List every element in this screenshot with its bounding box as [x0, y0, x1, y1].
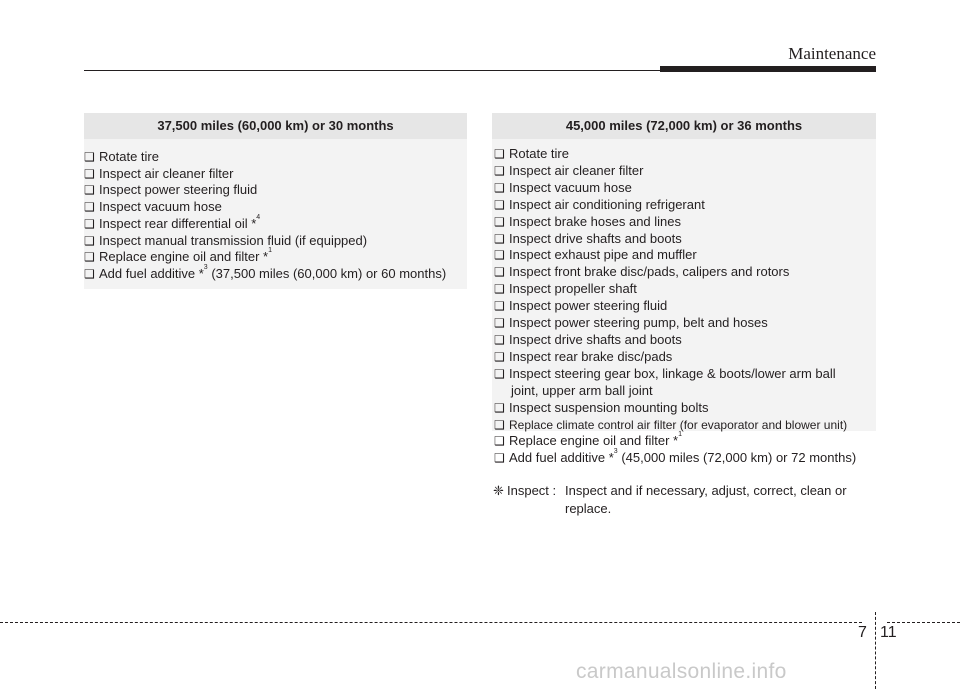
checklist-item — [493, 400, 876, 417]
checklist-item — [493, 315, 876, 332]
checklist-item — [493, 281, 876, 298]
checklist-item — [493, 450, 876, 467]
checklist-item — [493, 366, 876, 383]
checklist-item — [493, 433, 876, 450]
checklist-item — [493, 417, 876, 434]
item-text: Inspect steering gear box, linkage & boots/lower arm ball — [509, 365, 836, 381]
panel-title: 37,500 miles (60,000 km) or 30 months — [84, 113, 467, 139]
item-text: Inspect brake hoses and lines — [509, 213, 681, 229]
checklist-item — [83, 149, 467, 166]
checkbox-icon: ❑ — [494, 214, 505, 229]
checklist-item — [83, 182, 467, 199]
schedule-panel-45000 — [492, 113, 876, 466]
item-text: Inspect power steering fluid — [99, 182, 258, 198]
item-text: Inspect power steering pump, belt and hoses — [509, 315, 768, 331]
checkbox-icon: ❑ — [494, 180, 505, 195]
item-text: Inspect drive shafts and boots — [509, 331, 682, 347]
checkbox-icon: ❑ — [494, 349, 505, 364]
item-text: Replace engine oil and filter * — [509, 433, 679, 449]
checkbox-icon: ❑ — [494, 147, 505, 161]
page-section-title: Maintenance — [788, 44, 876, 63]
item-interval: (45,000 miles (72,000 km) or 72 months) — [621, 450, 857, 466]
checkbox-icon: ❑ — [494, 366, 505, 381]
checklist-item — [83, 199, 467, 216]
checklist-item — [493, 163, 876, 180]
footnote-ref: 1 — [268, 247, 273, 255]
item-text: Add fuel additive * — [509, 450, 614, 466]
footer-rule — [887, 622, 960, 623]
checklist-item — [493, 332, 876, 349]
item-text: Inspect rear differential oil * — [99, 215, 257, 231]
checkbox-icon: ❑ — [494, 451, 505, 466]
checklist-item — [493, 231, 876, 248]
footnote-ref: 4 — [256, 213, 261, 221]
checkbox-icon: ❑ — [84, 216, 95, 231]
checkbox-icon: ❑ — [84, 183, 95, 198]
checkbox-icon: ❑ — [494, 197, 505, 212]
checklist-item — [83, 263, 467, 283]
page-number: 11 — [880, 624, 897, 641]
checklist-item — [493, 264, 876, 281]
checkbox-icon: ❑ — [494, 299, 505, 314]
item-text: Inspect suspension mounting bolts — [509, 399, 709, 415]
item-text: Replace engine oil and filter * — [99, 249, 269, 265]
checkbox-icon: ❑ — [84, 166, 95, 181]
checkbox-icon: ❑ — [84, 233, 95, 248]
item-text: Inspect manual transmission fluid (if equipped) — [99, 232, 368, 248]
checkbox-icon: ❑ — [84, 266, 95, 281]
item-text: Inspect exhaust pipe and muffler — [509, 247, 697, 263]
item-text: Inspect rear brake disc/pads — [509, 348, 673, 364]
checkbox-icon: ❑ — [494, 282, 505, 297]
checkbox-icon: ❑ — [494, 248, 505, 263]
footer-rule — [0, 622, 862, 623]
item-text: Replace climate control air filter (for evaporator and blower unit) — [509, 417, 848, 432]
item-text: Inspect air cleaner filter — [99, 165, 234, 181]
header-bar — [660, 66, 876, 72]
checklist-item-continued: joint, upper arm ball joint — [511, 382, 653, 398]
footnote-ref: 1 — [678, 431, 683, 439]
note-text-continued: replace. — [565, 501, 612, 516]
checklist-item — [83, 233, 467, 250]
checkbox-icon: ❑ — [84, 250, 95, 265]
checklist-item — [83, 249, 467, 266]
checkbox-icon: ❑ — [494, 265, 505, 280]
checkbox-icon: ❑ — [494, 163, 505, 178]
chapter-number: 7 — [858, 624, 867, 641]
header-rule — [84, 70, 660, 71]
note-term: Inspect : — [507, 483, 557, 498]
checkbox-icon: ❑ — [494, 400, 505, 415]
checklist-item — [493, 247, 876, 264]
checklist — [83, 139, 467, 283]
checkbox-icon: ❑ — [494, 434, 505, 449]
footnote-ref: 3 — [613, 448, 618, 456]
checklist-item — [83, 166, 467, 183]
checklist-item — [83, 213, 467, 233]
schedule-panel-37500 — [84, 113, 467, 289]
checklist — [493, 139, 876, 467]
checklist-item — [493, 298, 876, 315]
checkbox-icon: ❑ — [494, 332, 505, 347]
item-text: Inspect power steering fluid — [509, 298, 668, 314]
footer-separator — [875, 612, 876, 689]
checkbox-icon: ❑ — [494, 417, 505, 432]
checklist-item — [493, 180, 876, 197]
checklist-item — [493, 214, 876, 231]
checkbox-icon: ❑ — [84, 200, 95, 215]
item-text: Rotate tire — [509, 146, 569, 161]
checkbox-icon: ❑ — [84, 150, 95, 164]
checklist-item — [493, 146, 876, 163]
checklist-item — [493, 197, 876, 214]
panel-title: 45,000 miles (72,000 km) or 36 months — [492, 113, 876, 139]
watermark: carmanualsonline.info — [576, 660, 787, 683]
item-text: Inspect propeller shaft — [509, 281, 637, 297]
item-interval: (37,500 miles (60,000 km) or 60 months) — [211, 265, 447, 281]
item-text: Inspect front brake disc/pads, calipers and rotors — [509, 264, 790, 280]
item-text: Add fuel additive * — [99, 265, 204, 281]
note-symbol-icon: ❈ — [493, 483, 504, 498]
item-text: Inspect vacuum hose — [509, 179, 632, 195]
item-text: Inspect air cleaner filter — [509, 162, 644, 178]
checkbox-icon: ❑ — [494, 316, 505, 331]
inspect-note — [493, 482, 876, 518]
item-text: Rotate tire — [99, 149, 159, 164]
note-text: Inspect and if necessary, adjust, correct, clean or — [565, 483, 847, 498]
item-text: Inspect drive shafts and boots — [509, 230, 682, 246]
checklist-item — [493, 349, 876, 366]
checkbox-icon: ❑ — [494, 231, 505, 246]
item-text: Inspect air conditioning refrigerant — [509, 196, 705, 212]
footnote-ref: 3 — [203, 263, 208, 271]
item-text: Inspect vacuum hose — [99, 199, 222, 215]
